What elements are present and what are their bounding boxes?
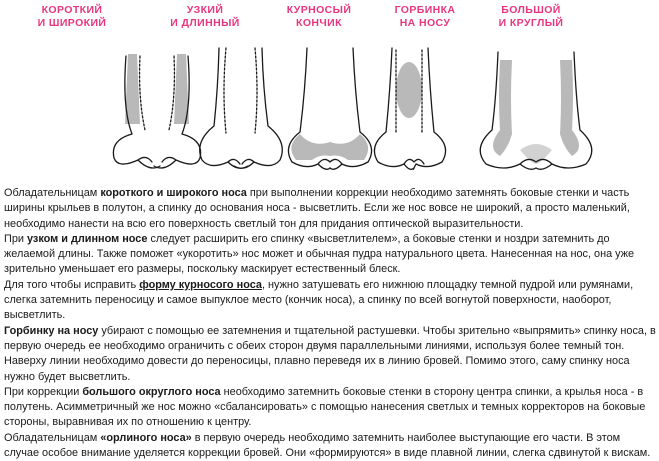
label-short-wide bbox=[20, 4, 124, 30]
snub-tip-nose-icon bbox=[288, 48, 371, 169]
text-segment: , нужно затушевать его нижнюю площадку темной пудрой или румянами, слегка затемнить переносицу и самое выпуклое место (кончик носа), а спинку по всей вогнутой поверхности, наоборот, высветлить. bbox=[4, 278, 634, 322]
paragraph-big-round bbox=[4, 385, 656, 431]
short-wide-nose-icon bbox=[113, 54, 200, 168]
article-text bbox=[4, 186, 656, 461]
paragraph-short-wide bbox=[4, 186, 656, 232]
label-line-1: ГОРБИНКА bbox=[394, 4, 456, 16]
bold-term: большого округлого носа bbox=[82, 385, 221, 398]
label-line-1: КУРНОСЫЙ bbox=[286, 4, 352, 16]
hump-nose-icon bbox=[374, 48, 445, 169]
bold-term: Горбинку на носу bbox=[4, 324, 99, 337]
text-segment: Для того чтобы исправить bbox=[4, 278, 140, 291]
label-line-2: И КРУГЛЫЙ bbox=[498, 17, 564, 29]
text-segment: При коррекции bbox=[4, 385, 83, 398]
text-segment: При bbox=[4, 232, 27, 245]
label-line-2: И ДЛИННЫЙ bbox=[170, 17, 240, 29]
label-line-1: УЗКИЙ bbox=[186, 4, 224, 16]
label-hump bbox=[373, 4, 477, 30]
text-segment: необходимо затемнить боковые стенки в сторону центра спинки, а крылья носа - в полутень. Асимметричный же нос можно «сбалансировать» с помощью нанесения светлых и темных корректоров на боковые стороны, выравнивая их по отношению к центру. bbox=[4, 385, 646, 429]
label-line-2: И ШИРОКИЙ bbox=[37, 17, 107, 29]
label-big-round bbox=[479, 4, 583, 30]
text-segment: следует расширить его спинку «высветлителем», а боковые стенки и ноздри затемнить до желаемой длины. Также поможет «укоротить» нос может и обычная пудра натурального цвета. Нанесенная на нос, она уже зрительно уменьшает его размеры, поскольку маскирует естественный блеск. bbox=[4, 232, 635, 276]
text-segment: в первую очередь необходимо затемнить наиболее выступающие его части. В этом случае особое внимание уделяется коррекции бровей. Они «формируются» в виде плавной линии, слегка сдвинутой к вискам. bbox=[4, 431, 651, 460]
text-segment: Обладательницам bbox=[4, 187, 101, 199]
paragraph-hump bbox=[4, 324, 656, 385]
bold-term: «орлиного носа» bbox=[100, 431, 192, 444]
text-segment: Обладательницам bbox=[4, 431, 101, 444]
label-narrow-long bbox=[153, 4, 257, 30]
nose-illustrations bbox=[0, 38, 659, 178]
label-line-2: КОНЧИК bbox=[296, 17, 342, 29]
big-round-nose-icon bbox=[480, 52, 592, 169]
paragraph-narrow-long bbox=[4, 232, 656, 278]
label-line-1: БОЛЬШОЙ bbox=[501, 4, 561, 16]
nose-type-labels bbox=[0, 4, 659, 38]
bold-term: короткого и широкого носа bbox=[100, 187, 247, 199]
label-line-1: КОРОТКИЙ bbox=[41, 4, 103, 16]
paragraph-snub bbox=[4, 278, 656, 324]
label-snub-tip bbox=[267, 4, 371, 30]
bold-term: узком и длинном носе bbox=[27, 232, 148, 245]
text-segment: убирают с помощью ее затемнения и тщательной растушевки. Чтобы зрительно «выпрямить» спинку носа, в первую очередь ее необходимо ограничить с обеих сторон двумя параллельными линиями, используя более темный тон. Наверху линии необходимо довести до переносицы, плавно переведя их в линию бровей. Помимо этого, саму спинку носа нужно будет высветлить. bbox=[4, 324, 656, 383]
narrow-long-nose-icon bbox=[200, 48, 283, 168]
bold-underlined-term: форму курносого носа bbox=[139, 278, 262, 291]
label-line-2: НА НОСУ bbox=[399, 17, 451, 29]
text-segment: при выполнении коррекции необходимо затемнять боковые стенки и часть ширины крыльев в полутон, а спинку до основания носа - высветлить. Если же нос вовсе не широкий, а просто маленький, необходимо нанести на всю его поверхность светлый тон для придания оптической выразительности. bbox=[4, 187, 630, 230]
paragraph-aquiline bbox=[4, 431, 656, 461]
